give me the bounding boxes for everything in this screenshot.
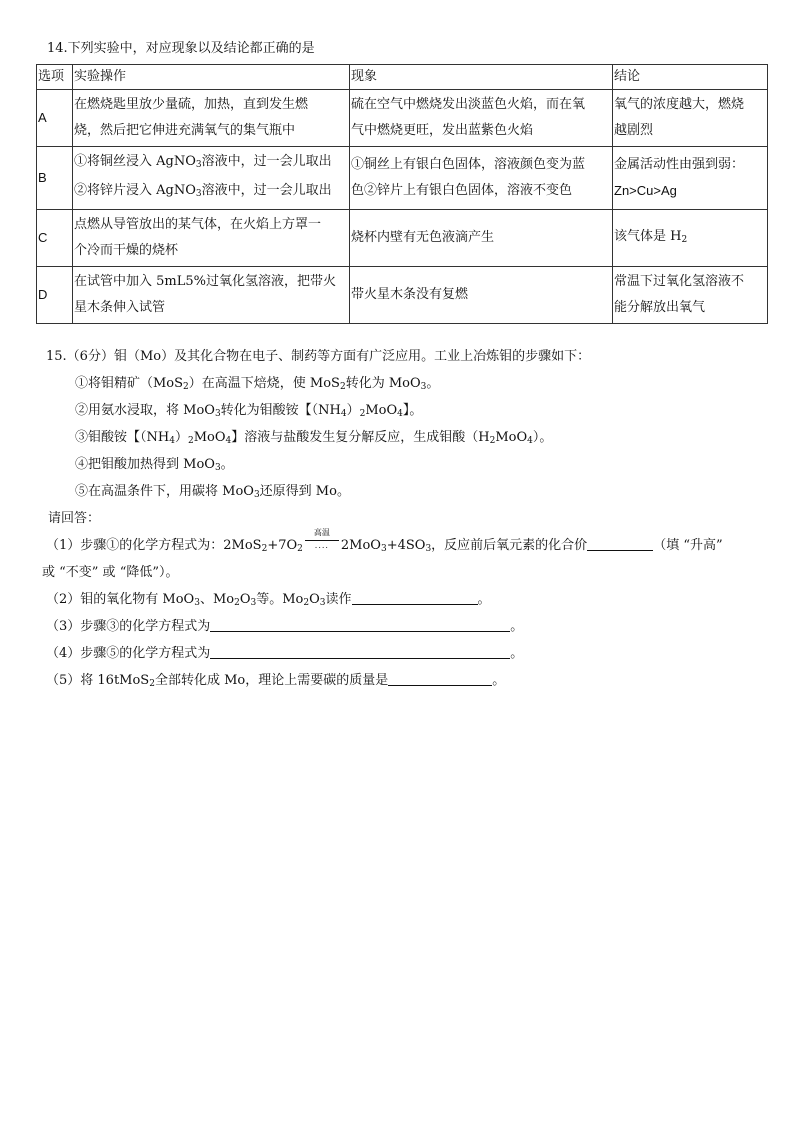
operation-line: 个冷而干燥的烧杯	[74, 243, 179, 258]
text-part: O	[309, 592, 320, 607]
reaction-condition	[305, 528, 339, 552]
phenomenon-line: 硫在空气中燃烧发出淡蓝色火焰，而在氧	[351, 97, 586, 112]
operation-line	[74, 178, 348, 207]
conclusion-line: 常温下过氧化氢溶液不	[614, 274, 745, 289]
header-option: 选项	[37, 65, 73, 90]
step-3	[46, 424, 766, 451]
subscript: 2	[489, 436, 496, 446]
conclusion-cell	[613, 90, 768, 147]
conclusion-cell	[613, 210, 768, 267]
step-2	[46, 397, 766, 424]
answer-prompt: 请回答：	[48, 511, 101, 526]
text-part: ①将钼精矿（MoS	[75, 376, 184, 391]
text-part: 转化为 MoO	[345, 376, 421, 391]
conclusion-line: 金属活动性由强到弱：	[614, 157, 745, 172]
subscript: 4	[225, 436, 232, 446]
subscript: 3	[425, 544, 432, 554]
operation-line	[74, 149, 348, 178]
phenomenon-line: 色②锌片上有银白色固体，溶液不变色	[351, 183, 573, 198]
subscript: 4	[527, 436, 533, 446]
question-15-intro: 15.（6分）钼（Mo）及其化合物在电子、制药等方面有广泛应用。工业上冶炼钼的步骤如下：	[46, 349, 591, 364]
subscript: 2	[303, 598, 310, 608]
text-part: 转化为钼酸铵【（NH	[220, 403, 341, 418]
text-part: 读作	[325, 592, 352, 607]
text-part: ⑤在高温条件下，用碳将 MoO	[75, 484, 254, 499]
subscript: 2	[297, 544, 303, 554]
operation-cell	[73, 267, 350, 324]
subscript: 3	[194, 598, 200, 608]
operation-line: 烧，然后把它伸进充满氧气的集气瓶中	[74, 123, 296, 138]
subscript: 4	[397, 409, 403, 419]
answer-blank[interactable]	[388, 671, 492, 686]
operation-line: 星木条伸入试管	[74, 300, 166, 315]
text-part: 溶液中，过一会儿取出	[201, 183, 332, 198]
text-part: （5）将 16tMoS	[46, 673, 150, 688]
text-part: ，反应前后氧元素的化合价	[431, 538, 588, 553]
text-part: MoO	[495, 430, 528, 445]
subscript: 3	[319, 598, 326, 608]
text-part: O	[239, 592, 251, 607]
text-part: （2）钼的氧化物有 MoO	[46, 592, 195, 607]
text-part: MoO	[193, 430, 226, 445]
header-phenomenon: 现象	[350, 65, 613, 90]
text-part: 。	[477, 592, 491, 607]
conclusion-cell	[613, 267, 768, 324]
text-part: +4SO	[386, 538, 426, 553]
table-header-row	[37, 65, 768, 90]
text-part: +7O	[267, 538, 298, 553]
text-part: 溶液中，过一会儿取出	[201, 154, 332, 169]
text-part: 。	[220, 457, 234, 472]
subscript: 2	[261, 544, 268, 554]
conclusion-line: 氧气的浓度越大，燃烧	[614, 97, 745, 112]
text-part: 。	[510, 619, 524, 634]
subscript: 2	[149, 679, 155, 689]
text-part: ）。	[532, 430, 553, 445]
phenomenon-cell: 烧杯内壁有无色液滴产生	[350, 210, 613, 267]
text-part: 2MoO	[340, 538, 381, 553]
operation-line: 点燃从导管放出的某气体，在火焰上方罩一	[74, 217, 322, 232]
conclusion-line: 能分解放出氧气	[614, 300, 706, 315]
text-part: ③钼酸铵【（NH	[75, 430, 170, 445]
question-14-title: 14.下列实验中，对应现象以及结论都正确的是	[47, 41, 315, 56]
subscript: 3	[420, 382, 427, 392]
text-part: ②用氨水浸取，将 MoO	[75, 403, 215, 418]
option-label: C	[37, 210, 73, 267]
subscript: 3	[250, 598, 257, 608]
option-label: D	[37, 267, 73, 324]
phenomenon-cell	[350, 90, 613, 147]
sub-question-1-cont: 或 “不变” 或 “降低”）。	[42, 565, 179, 580]
text-part: （3）步骤③的化学方程式为	[46, 619, 211, 634]
table-row	[37, 90, 768, 147]
answer-blank[interactable]	[210, 644, 510, 659]
table-row	[37, 147, 768, 210]
subscript: 4	[340, 409, 347, 419]
operation-line: 在燃烧匙里放少量硫，加热，直到发生燃	[74, 97, 309, 112]
phenomenon-cell	[350, 147, 613, 210]
text-part: （填 “升高”	[653, 538, 723, 553]
subscript: 4	[169, 436, 175, 446]
operation-cell	[73, 90, 350, 147]
condition-label: 高温	[313, 528, 330, 537]
subscript: 3	[380, 544, 387, 554]
subscript: 3	[195, 160, 202, 170]
condition-dots: ....	[314, 541, 329, 550]
phenomenon-line: ①铜丝上有银白色固体，溶液颜色变为蓝	[351, 157, 586, 172]
answer-blank[interactable]	[587, 536, 653, 551]
text-part: ）	[174, 430, 188, 445]
subscript: 3	[253, 490, 260, 500]
subscript: 2	[681, 234, 688, 245]
subscript: 3	[214, 463, 221, 473]
text-part: ②将锌片浸入 AgNO	[74, 183, 196, 198]
sub-question-2	[46, 586, 766, 613]
table-row	[37, 267, 768, 324]
text-part: 等。Mo	[256, 592, 304, 607]
subscript: 2	[183, 382, 189, 392]
operation-line: 在试管中加入 5mL5%过氧化氢溶液，把带火	[74, 274, 336, 289]
option-label: A	[37, 90, 73, 147]
text-part: 、Mo	[199, 592, 235, 607]
sub-question-3	[46, 613, 766, 640]
text-part: ）在高温下焙烧，使 MoS	[188, 376, 340, 391]
text-part: 还原得到 Mo。	[259, 484, 350, 499]
option-label: B	[37, 147, 73, 210]
subscript: 2	[187, 436, 194, 446]
text-part: MoO	[365, 403, 398, 418]
subscript: 2	[339, 382, 346, 392]
text-part: 全部转化成 Mo，理论上需要碳的质量是	[154, 673, 389, 688]
step-5	[46, 478, 766, 505]
subscript: 2	[359, 409, 366, 419]
text-part: 。	[426, 376, 440, 391]
phenomenon-cell: 带火星木条没有复燃	[350, 267, 613, 324]
header-conclusion: 结论	[613, 65, 768, 90]
sub-question-1	[46, 528, 766, 559]
text-part: ④把钼酸加热得到 MoO	[75, 457, 215, 472]
text-part: 。	[510, 646, 524, 661]
text-part: （1）步骤①的化学方程式为：2MoS	[46, 538, 262, 553]
text-part: 该气体是 H	[614, 228, 682, 244]
experiment-table	[36, 64, 768, 324]
header-operation: 实验操作	[73, 65, 350, 90]
step-1	[46, 370, 766, 397]
text-part: ①将铜丝浸入 AgNO	[74, 154, 196, 169]
text-part: ）	[346, 403, 360, 418]
subscript: 3	[195, 189, 202, 199]
table-row	[37, 210, 768, 267]
operation-cell	[73, 147, 350, 210]
question-15	[42, 343, 766, 694]
conclusion-line: 越剧烈	[614, 123, 654, 138]
step-4	[46, 451, 766, 478]
answer-blank[interactable]	[352, 590, 478, 605]
text-part: 】。	[402, 403, 423, 418]
subscript: 3	[214, 409, 221, 419]
sub-question-4	[46, 640, 766, 667]
text-part: 】溶液与盐酸发生复分解反应，生成钼酸（H	[231, 430, 490, 445]
phenomenon-line: 气中燃烧更旺，发出蓝紫色火焰	[351, 123, 534, 138]
answer-blank[interactable]	[210, 617, 510, 632]
text-part: （4）步骤⑤的化学方程式为	[46, 646, 211, 661]
conclusion-cell	[613, 147, 768, 210]
text-part: 。	[492, 673, 506, 688]
conclusion-line: Zn>Cu>Ag	[614, 183, 677, 198]
subscript: 2	[234, 598, 240, 608]
operation-cell	[73, 210, 350, 267]
sub-question-5	[46, 667, 766, 694]
